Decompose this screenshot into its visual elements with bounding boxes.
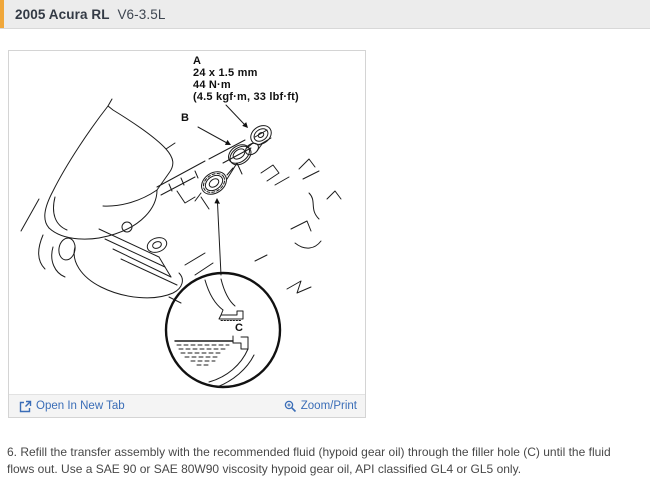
diagram-canvas	[9, 51, 365, 394]
open-in-new-tab-link[interactable]	[19, 400, 125, 413]
zoom-print-link[interactable]	[284, 400, 357, 413]
flange-ridge	[157, 130, 271, 209]
filler-plug	[195, 167, 233, 201]
callout-a-torque: 44 N·m	[193, 79, 231, 91]
sealing-bolt	[243, 122, 274, 157]
open-in-new-tab-icon	[19, 400, 32, 413]
callout-a-label: A	[193, 55, 202, 67]
callout-a-size: 24 x 1.5 mm	[193, 67, 258, 79]
assembly-body	[21, 99, 175, 277]
header-accent-bar	[0, 0, 4, 28]
transfer-assembly-diagram	[9, 51, 365, 394]
diagram-panel	[8, 50, 366, 418]
fluid-hatching	[177, 345, 229, 365]
page-title	[15, 7, 165, 22]
magnifier-plus-icon	[284, 400, 297, 413]
right-fragments	[255, 159, 341, 293]
detail-circle	[166, 273, 280, 387]
arrow-b	[198, 127, 231, 145]
open-in-new-tab-label: Open In New Tab	[36, 400, 125, 412]
instruction-step-6: 6. Refill the transfer assembly with the recommended fluid (hypoid gear oil) through the filler hole (C) until the fluid flows out. Use a SAE 90 or SAE 80W90 viscosity hypoid gear oil, API classified GL4 or GL5 only.	[7, 445, 611, 476]
diagram-toolbar	[9, 394, 365, 417]
vehicle-engine: V6-3.5L	[117, 6, 166, 22]
callout-b: B	[181, 112, 190, 124]
arrow-a	[226, 105, 248, 128]
callout-a-torque-alt: (4.5 kgf·m, 33 lbf·ft)	[193, 91, 299, 103]
callout-a	[193, 55, 299, 103]
callout-c: C	[235, 322, 244, 334]
vehicle-name: 2005 Acura RL	[15, 6, 110, 22]
assembly-underside	[57, 222, 213, 303]
vehicle-header	[0, 0, 650, 29]
arrow-c	[214, 198, 221, 275]
zoom-print-label: Zoom/Print	[300, 400, 357, 412]
